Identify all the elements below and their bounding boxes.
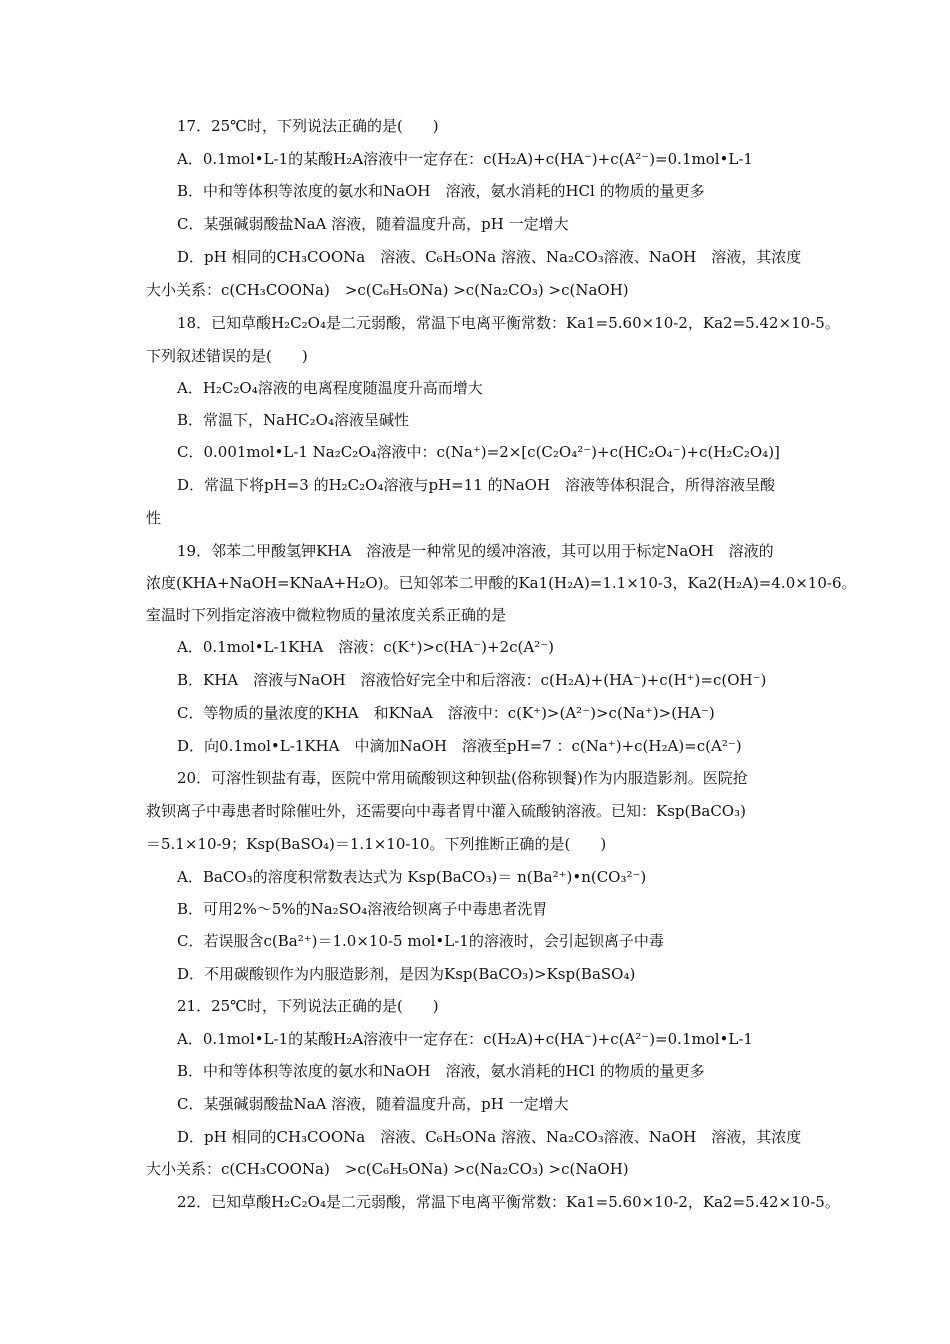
question-21-option-b: B．中和等体积等浓度的氨水和NaOH 溶液，氨水消耗的HCl 的物质的量更多 [177,1062,705,1080]
question-21-option-d-cont: 大小关系：c(CH₃COONa) >c(C₆H₅ONa) >c(Na₂CO₃) >c(NaOH) [146,1160,629,1178]
question-18-option-b: B．常温下，NaHC₂O₄溶液呈碱性 [177,411,409,429]
question-17-option-d-cont: 大小关系：c(CH₃COONa) >c(C₆H₅ONa) >c(Na₂CO₃) >c(NaOH) [146,281,629,299]
question-21-option-c: C．某强碱弱酸盐NaA 溶液，随着温度升高，pH 一定增大 [177,1095,569,1113]
question-20-stem-cont-2: ＝5.1×10-9；Ksp(BaSO₄)＝1.1×10-10。下列推断正确的是( ) [146,835,607,853]
question-18-option-d-cont: 性 [146,509,162,527]
question-19-option-b: B．KHA 溶液与NaOH 溶液恰好完全中和后溶液：c(H₂A)+(HA⁻)+c(H⁺)=c(OH⁻) [177,671,767,689]
question-20-option-a: A．BaCO₃的溶度积常数表达式为 Ksp(BaCO₃)＝ n(Ba²⁺)•n(CO₃²⁻) [177,868,647,886]
question-22-stem: 22．已知草酸H₂C₂O₄是二元弱酸，常温下电离平衡常数：Ka1=5.60×10-2，Ka2=5.42×10-5。 [177,1193,840,1211]
question-19-stem: 19．邻苯二甲酸氢钾KHA 溶液是一种常见的缓冲溶液，其可以用于标定NaOH 溶液的 [177,542,774,560]
question-18-stem-cont: 下列叙述错误的是( ) [146,347,308,365]
question-18-option-d: D．常温下将pH=3 的H₂C₂O₄溶液与pH=11 的NaOH 溶液等体积混合，所得溶液呈酸 [177,476,776,494]
question-17-option-d: D．pH 相同的CH₃COONa 溶液、C₆H₅ONa 溶液、Na₂CO₃溶液、NaOH 溶液，其浓度 [177,248,802,266]
question-19-option-a: A．0.1mol•L-1KHA 溶液：c(K⁺)>c(HA⁻)+2c(A²⁻) [177,638,554,656]
question-18-stem: 18．已知草酸H₂C₂O₄是二元弱酸，常温下电离平衡常数：Ka1=5.60×10-2，Ka2=5.42×10-5。 [177,314,840,332]
question-19-stem-cont: 浓度(KHA+NaOH=KNaA+H₂O)。已知邻苯二甲酸的Ka1(H₂A)=1.1×10-3，Ka2(H₂A)=4.0×10-6。 [146,574,857,592]
question-18-option-c: C．0.001mol•L-1 Na₂C₂O₄溶液中：c(Na⁺)=2×[c(C₂O₄²⁻)+c(HC₂O₄⁻)+c(H₂C₂O₄)] [177,443,780,461]
question-20-option-d: D．不用碳酸钡作为内服造影剂，是因为Ksp(BaCO₃)>Ksp(BaSO₄) [177,965,636,983]
question-21-stem: 21．25℃时，下列说法正确的是( ) [177,997,439,1015]
question-20-stem-cont: 救钡离子中毒患者时除催吐外，还需要向中毒者胃中灌入硫酸钠溶液。已知：Ksp(BaCO₃) [146,802,746,820]
question-17-stem: 17．25℃时，下列说法正确的是( ) [177,117,439,135]
question-17-option-b: B．中和等体积等浓度的氨水和NaOH 溶液，氨水消耗的HCl 的物质的量更多 [177,182,705,200]
question-19-stem-cont-2: 室温时下列指定溶液中微粒物质的量浓度关系正确的是 [146,606,507,624]
question-19-option-c: C．等物质的量浓度的KHA 和KNaA 溶液中：c(K⁺)>(A²⁻)>c(Na⁺)>(HA⁻) [177,704,715,722]
question-21-option-a: A．0.1mol•L-1的某酸H₂A溶液中一定存在：c(H₂A)+c(HA⁻)+c(A²⁻)=0.1mol•L-1 [177,1030,753,1048]
question-17-option-a: A．0.1mol•L-1的某酸H₂A溶液中一定存在：c(H₂A)+c(HA⁻)+c(A²⁻)=0.1mol•L-1 [177,150,753,168]
question-21-option-d: D．pH 相同的CH₃COONa 溶液、C₆H₅ONa 溶液、Na₂CO₃溶液、NaOH 溶液，其浓度 [177,1128,802,1146]
question-20-option-c: C．若误服含c(Ba²⁺)＝1.0×10-5 mol•L-1的溶液时，会引起钡离子中毒 [177,932,664,950]
question-20-stem: 20．可溶性钡盐有毒，医院中常用硫酸钡这种钡盐(俗称钡餐)作为内服造影剂。医院抢 [177,769,748,787]
question-18-option-a: A．H₂C₂O₄溶液的电离程度随温度升高而增大 [177,379,483,397]
question-19-option-d: D．向0.1mol•L-1KHA 中滴加NaOH 溶液至pH=7 ：c(Na⁺)+c(H₂A)=c(A²⁻) [177,737,742,755]
question-17-option-c: C．某强碱弱酸盐NaA 溶液，随着温度升高，pH 一定增大 [177,215,569,233]
question-20-option-b: B．可用2%～5%的Na₂SO₄溶液给钡离子中毒患者洗胃 [177,900,548,918]
